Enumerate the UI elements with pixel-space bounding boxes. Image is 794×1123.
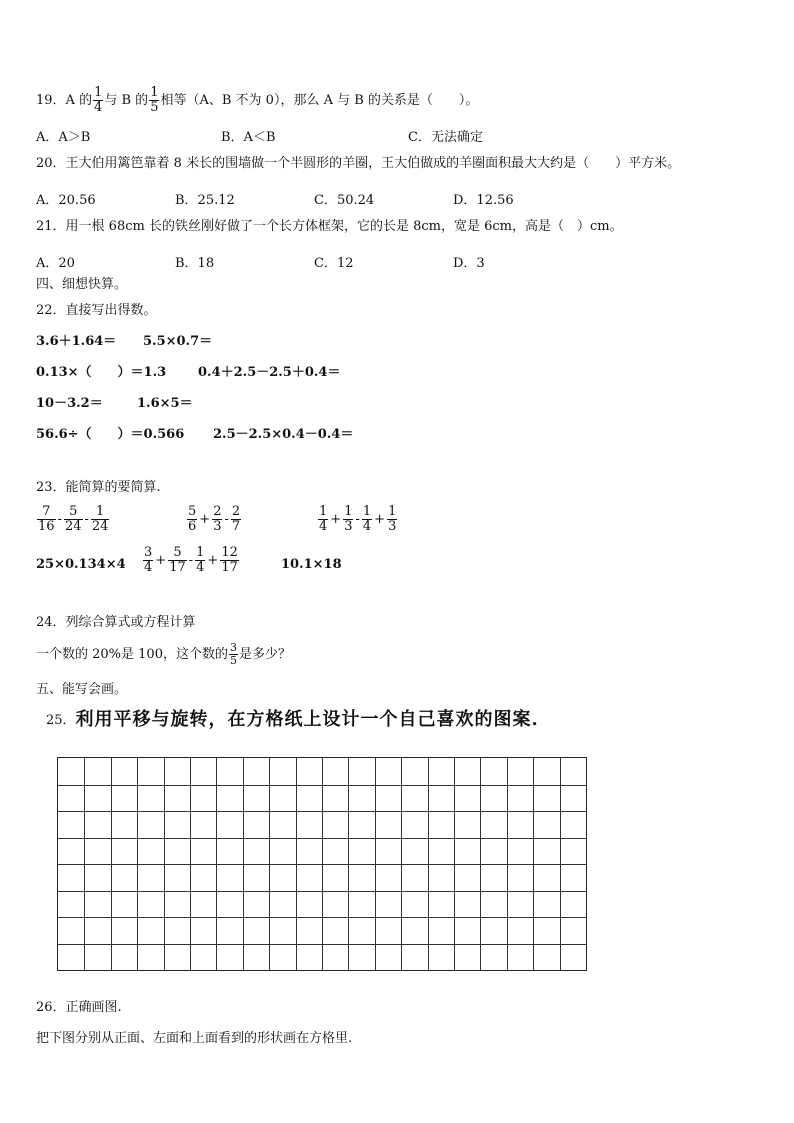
q20-option-d[interactable]: D．12.56 [453,193,514,208]
grid-lines [58,758,586,970]
q22-item-5: 10－3.2＝ [36,396,103,411]
q19-mid: 与 B 的 [104,92,149,108]
fraction [91,505,110,533]
fraction-numerator: 1 [388,504,397,519]
q19-option-c[interactable]: C．无法确定 [408,130,483,145]
fraction-denominator: 3 [213,518,222,534]
operator: + [199,511,211,527]
fraction [168,546,187,574]
operator: - [224,511,229,527]
q19-number: 19． [36,92,66,108]
q21-option-b[interactable]: B．18 [175,256,215,271]
q21-option-d[interactable]: D．3 [453,256,485,271]
fraction-numerator: 1 [196,545,205,560]
q22-item-3: 0.13×（ ）＝1.3 [36,365,167,380]
q21-option-a[interactable]: A．20 [36,256,75,271]
fraction-denominator: 5 [150,99,159,115]
fraction-denominator: 4 [362,518,372,534]
fraction-numerator: 1 [344,504,353,519]
q25-text: 利用平移与旋转，在方格纸上设计一个自己喜欢的图案. [75,709,539,730]
fraction [187,505,197,533]
operator: - [355,511,360,527]
fraction-denominator: 5 [229,653,237,667]
q26-text: 把下图分别从正面、左面和上面看到的形状画在方格里. [36,1031,353,1046]
operator: - [57,511,62,527]
section-5-heading: 五、能写会画。 [36,682,128,697]
fraction-denominator: 3 [388,518,397,534]
fraction-numerator: 1 [94,85,103,100]
q23-expression-3 [317,505,398,533]
operator: + [374,511,386,527]
fraction [318,505,328,533]
fraction-denominator: 16 [38,518,55,534]
fraction-numerator: 3 [144,545,153,560]
fraction-denominator: 4 [144,559,153,575]
q19-option-b[interactable]: B．A＜B [221,130,276,145]
fraction-denominator: 17 [221,559,238,575]
fraction [64,505,83,533]
q20-option-b[interactable]: B．25.12 [175,193,235,208]
q22-item-1: 3.6＋1.64＝ [36,334,117,349]
fraction-numerator: 12 [221,545,238,560]
fraction-numerator: 1 [91,505,110,520]
operator: - [188,552,194,568]
fraction-numerator: 7 [37,505,56,520]
q22-item-2: 5.5×0.7＝ [143,334,213,349]
fraction [231,505,241,533]
fraction-denominator: 24 [91,518,109,534]
q25-number: 25． [46,712,76,728]
fraction [195,546,205,574]
q19-stem [36,86,478,114]
fraction-numerator: 2 [231,504,241,519]
fraction-numerator: 5 [168,546,187,561]
fraction [343,505,353,533]
q26-title: 26．正确画图. [36,1000,122,1015]
fraction-denominator: 4 [196,559,205,575]
q24-title: 24．列综合算式或方程计算 [36,615,196,630]
q21-option-c[interactable]: C．12 [314,256,354,271]
fraction [387,505,397,533]
q25-stem [46,711,539,729]
q23-expression-1 [36,505,110,533]
q24-stem [36,642,291,666]
fraction-numerator: 1 [319,504,328,519]
q23-expression-6: 10.1×18 [281,557,342,572]
q21-stem: 21．用一根 68cm 长的铁丝刚好做了一个长方体框架，它的长是 8cm，宽是 6cm，高是（ ）cm。 [36,219,623,234]
fraction-denominator: 17 [169,559,186,575]
q24-pre: 一个数的 20%是 100，这个数的 [36,646,228,662]
fraction [212,505,222,533]
operator: - [84,511,89,527]
q20-option-a[interactable]: A．20.56 [36,193,96,208]
operator: + [330,511,342,527]
q24-fraction [229,642,238,666]
fraction-numerator: 2 [213,504,222,519]
operator: + [155,552,167,568]
q19-fraction-2 [149,86,159,114]
fraction [143,546,153,574]
fraction-numerator: 5 [188,504,197,519]
fraction-denominator: 4 [94,99,103,115]
q22-item-6: 1.6×5＝ [137,396,193,411]
fraction-denominator: 24 [64,518,82,534]
q23-expression-4: 25×0.134×4 [36,557,126,572]
q19-option-a[interactable]: A．A＞B [36,130,91,145]
q22-item-4: 0.4＋2.5－2.5＋0.4＝ [198,365,341,380]
q20-stem: 20．王大伯用篱笆靠着 8 米长的围墙做一个半圆形的羊圈，王大伯做成的羊圈面积最大大约是（ ）平方米。 [36,156,681,171]
fraction-denominator: 7 [231,518,241,534]
fraction-numerator: 1 [150,85,159,100]
fraction [37,505,56,533]
fraction [362,505,372,533]
q22-title: 22．直接写出得数。 [36,303,157,318]
fraction-denominator: 6 [188,518,197,534]
fraction-denominator: 3 [344,518,353,534]
q19-pre: A 的 [65,92,93,108]
fraction [220,546,239,574]
q23-expression-5 [142,546,240,574]
fraction-numerator: 3 [229,641,237,654]
q22-item-7: 56.6÷（ ）＝0.566 [36,427,185,442]
q20-option-c[interactable]: C．50.24 [314,193,375,208]
design-grid[interactable] [57,757,587,971]
operator: + [207,552,219,568]
q22-item-8: 2.5－2.5×0.4－0.4＝ [213,427,354,442]
q24-post: 是多少？ [238,646,291,662]
fraction-denominator: 4 [319,518,328,534]
section-4-heading: 四、细想快算。 [36,277,128,292]
q19-fraction-1 [93,86,103,114]
fraction-numerator: 5 [64,505,83,520]
q23-expression-2 [186,505,242,533]
q23-title: 23．能简算的要简算. [36,480,161,495]
q19-post: 相等（A、B 不为 0），那么 A 与 B 的关系是（ ）。 [160,92,479,108]
fraction-numerator: 1 [362,504,372,519]
